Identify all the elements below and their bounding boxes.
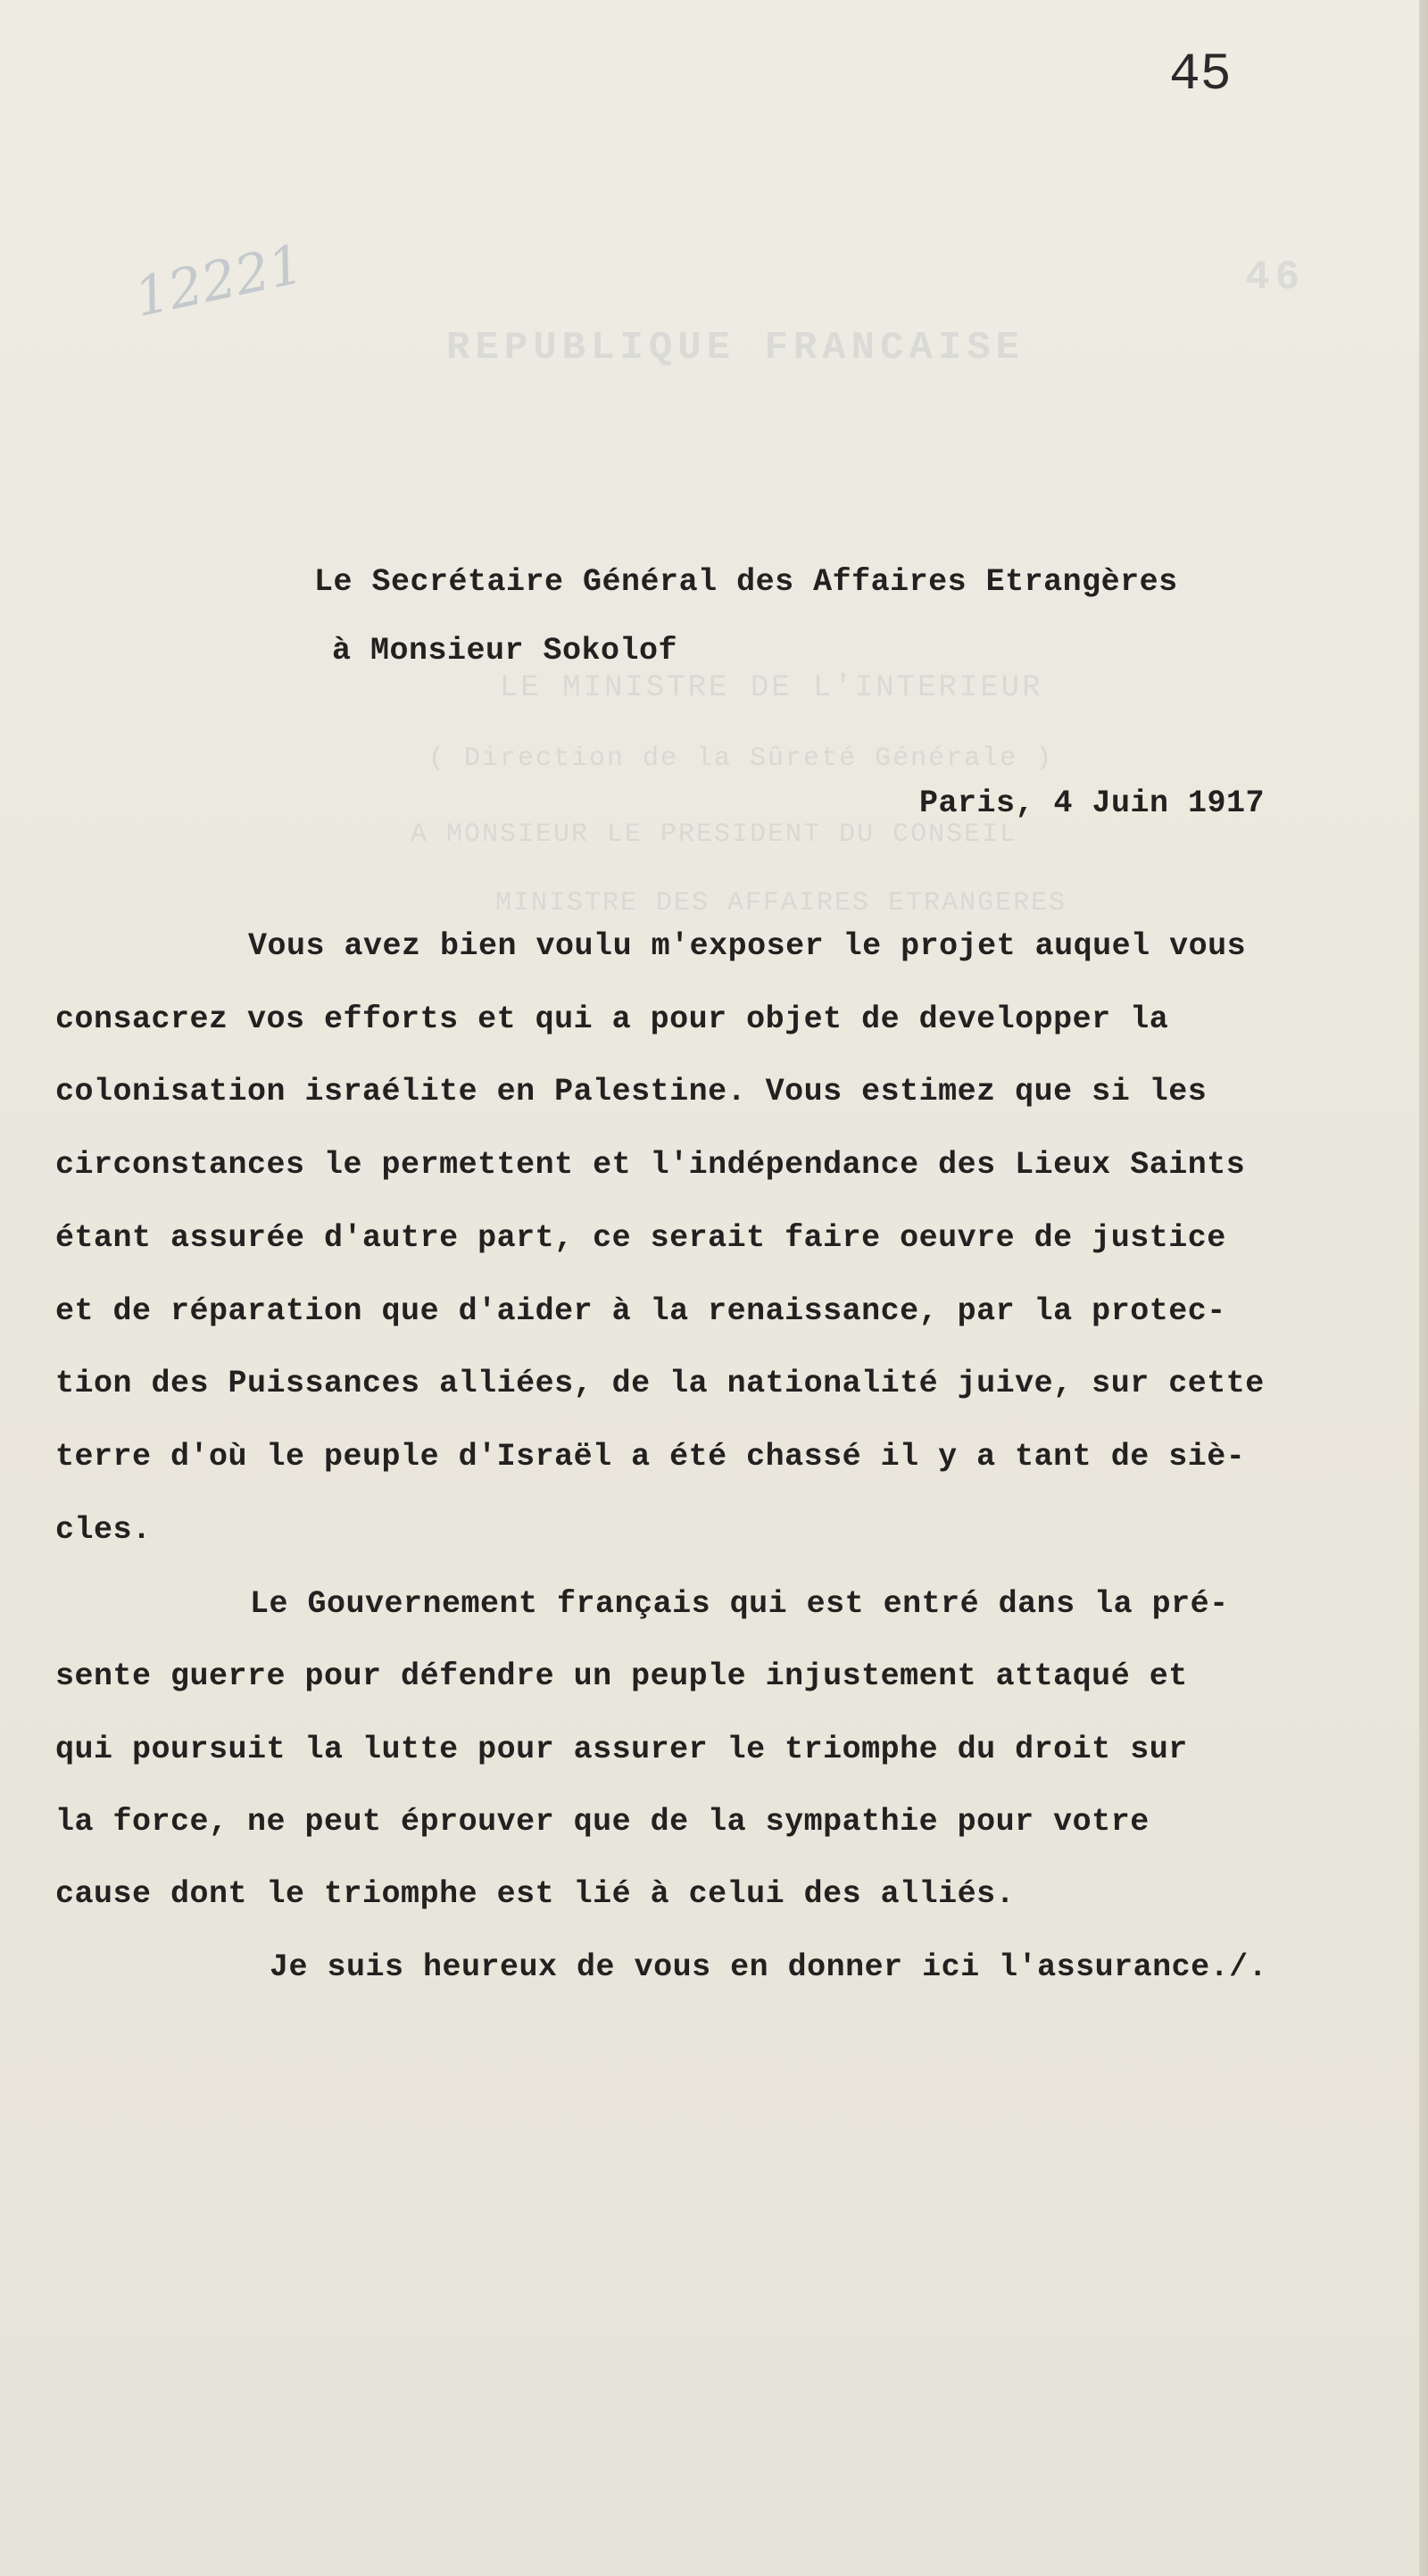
show-through-number: 46 xyxy=(1245,254,1306,301)
paragraph-1-line: tion des Puissances alliées, de la nationalité juive, sur cette xyxy=(55,1366,1265,1401)
paper-edge xyxy=(1419,0,1428,2576)
show-through-minister: LE MINISTRE DE L'INTERIEUR xyxy=(500,671,1043,705)
paragraph-1-line: Vous avez bien voulu m'exposer le projet auquel vous xyxy=(248,928,1247,964)
letter-heading-line-2: à Monsieur Sokolof xyxy=(332,633,678,669)
paragraph-1-line: colonisation israélite en Palestine. Vous estimez que si les xyxy=(55,1074,1208,1109)
paragraph-1-line: cles. xyxy=(55,1512,152,1548)
paragraph-2-line: Le Gouvernement français qui est entré dans la pré- xyxy=(250,1586,1229,1622)
date-line: Paris, 4 Juin 1917 xyxy=(919,785,1266,821)
show-through-recipient-2: MINISTRE DES AFFAIRES ETRANGERES xyxy=(495,888,1067,918)
paragraph-1-line: circonstances le permettent et l'indépendance des Lieux Saints xyxy=(55,1147,1246,1183)
paragraph-2-line: la force, ne peut éprouver que de la sympathie pour votre xyxy=(55,1804,1150,1840)
show-through-direction: ( Direction de la Sûreté Générale ) xyxy=(428,744,1054,774)
paragraph-2-line: cause dont le triomphe est lié à celui des alliés. xyxy=(55,1876,1016,1912)
letter-heading-line-1: Le Secrétaire Général des Affaires Etrangères xyxy=(314,564,1178,600)
paragraph-1-line: étant assurée d'autre part, ce serait faire oeuvre de justice xyxy=(55,1220,1226,1256)
paragraph-2-line: sente guerre pour défendre un peuple injustement attaqué et xyxy=(55,1658,1188,1694)
pencil-mark: 12221 xyxy=(129,232,310,330)
folio-number: 45 xyxy=(1169,46,1232,104)
show-through-recipient-1: A MONSIEUR LE PRESIDENT DU CONSEIL xyxy=(411,819,1018,850)
paragraph-1-line: terre d'où le peuple d'Israël a été chassé il y a tant de siè- xyxy=(55,1439,1246,1475)
closing-line: Je suis heureux de vous en donner ici l'assurance./. xyxy=(270,1949,1268,1985)
paragraph-2-line: qui poursuit la lutte pour assurer le triomphe du droit sur xyxy=(55,1732,1188,1767)
paragraph-1-line: et de réparation que d'aider à la renaissance, par la protec- xyxy=(55,1293,1226,1329)
paragraph-1-line: consacrez vos efforts et qui a pour objet de developper la xyxy=(55,1001,1169,1037)
show-through-header: REPUBLIQUE FRANCAISE xyxy=(446,326,1025,370)
